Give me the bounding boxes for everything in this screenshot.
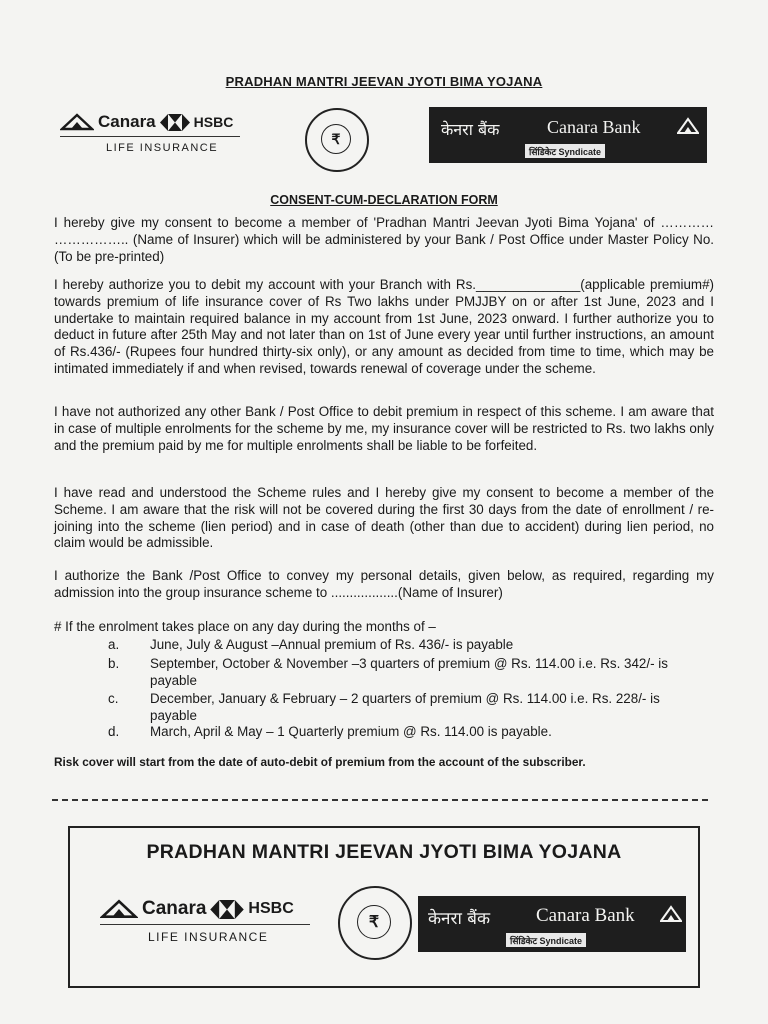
- life-insurance-label: LIFE INSURANCE: [106, 142, 219, 154]
- pmjdy-seal-logo: [338, 886, 412, 960]
- acknowledgement-title: PRADHAN MANTRI JEEVAN JYOTI BIMA YOJANA: [146, 841, 622, 863]
- canara-hsbc-logo: [100, 898, 310, 944]
- canara-bank-logo: [418, 896, 686, 952]
- list-marker: c.: [108, 691, 119, 706]
- canara-bank-english: Canara Bank: [547, 117, 641, 137]
- multiple-enrolment-text: I have not authorized any other Bank / Post Office to debit premium in respect of this scheme. I am aware that in case of multiple enrolments for the scheme by me, my insurance cover will be restricted to Rs. two lakhs only and the premium paid by me for multiple enrolments shall be liable to be forfeited.: [54, 404, 714, 453]
- canara-bank-logo: [429, 107, 707, 163]
- form-title: CONSENT-CUM-DECLARATION FORM: [270, 193, 498, 207]
- list-marker: a.: [108, 637, 120, 652]
- list-item: [108, 724, 708, 741]
- syndicate-label: सिंडिकेट Syndicate: [529, 146, 602, 157]
- risk-cover-note: Risk cover will start from the date of auto-debit of premium from the account of the subscriber.: [54, 755, 586, 769]
- lien-period-text: I have read and understood the Scheme rules and I hereby give my consent to become a member of the Scheme. I am aware that the risk will not be covered during the first 30 days from the date of enrollment / re-joining into the scheme (lien period) and in case of death (other than due to accident) during lien period, no claim would be admissible.: [54, 485, 714, 551]
- hsbc-hexagon-icon: [210, 900, 244, 919]
- canara-hsbc-logo: [60, 112, 240, 154]
- canara-triangle-icon: [100, 898, 138, 920]
- lien-period-paragraph: [54, 485, 714, 552]
- canara-wordmark: Canara: [98, 112, 156, 131]
- canara-bank-hindi: केनरा बैंक: [428, 909, 491, 929]
- list-text: March, April & May – 1 Quarterly premium @ Rs. 114.00 is payable.: [150, 724, 552, 739]
- canara-triangle-icon: [60, 112, 94, 132]
- list-marker: b.: [108, 656, 120, 671]
- list-item: [108, 637, 708, 654]
- canara-bank-hindi: केनरा बैंक: [441, 120, 500, 139]
- page-title: PRADHAN MANTRI JEEVAN JYOTI BIMA YOJANA: [225, 74, 543, 89]
- syndicate-badge: [506, 933, 586, 947]
- pmjdy-seal-logo: [305, 108, 369, 172]
- personal-details-paragraph: [54, 568, 714, 602]
- hsbc-wordmark: HSBC: [193, 114, 234, 130]
- syndicate-badge: [525, 144, 605, 158]
- consent-text: I hereby give my consent to become a member of 'Pradhan Mantri Jeevan Jyoti Bima Yojana' of ………… …………….. (Name of Insurer) which will be administered by your Bank / Post Office under Master Policy No. (To be pre-printed): [54, 215, 714, 264]
- premium-schedule-heading: # If the enrolment takes place on any day during the months of –: [54, 619, 436, 634]
- list-item: [108, 656, 708, 690]
- authorization-paragraph: [54, 277, 714, 378]
- canara-triangle-icon: [660, 905, 682, 923]
- list-text: December, January & February – 2 quarters of premium @ Rs. 114.00 i.e. Rs. 228/- is payable: [150, 691, 660, 723]
- life-insurance-label: LIFE INSURANCE: [148, 930, 269, 944]
- authorization-text: I hereby authorize you to debit my account with your Branch with Rs.______________(applicable premium#) towards premium of life insurance cover of Rs Two lakhs under PMJJBY on or after 1st June, 2023 and I undertake to maintain required balance in my account from 1st June, 2023 onward. I further authorize you to deduct in future after 25th May and not later than on 1st of June every year until further instructions, an amount of Rs.436/- (Rupees four hundred thirty-six only), or any amount as decided from time to time, which may be intimated immediately if and when revised, towards renewal of coverage under the scheme.: [54, 277, 714, 376]
- hsbc-hexagon-icon: [160, 114, 190, 131]
- cut-line-divider: [52, 799, 708, 801]
- list-text: September, October & November –3 quarters of premium @ Rs. 114.00 i.e. Rs. 342/- is payable: [150, 656, 668, 688]
- rupee-symbol: ₹: [331, 130, 341, 147]
- acknowledgement-slip: [68, 826, 700, 988]
- canara-bank-english: Canara Bank: [536, 905, 635, 926]
- rupee-symbol: ₹: [368, 914, 380, 931]
- list-marker: d.: [108, 724, 120, 739]
- multiple-enrolment-paragraph: [54, 404, 714, 454]
- syndicate-label: सिंडिकेट Syndicate: [510, 935, 583, 946]
- list-text: June, July & August –Annual premium of Rs. 436/- is payable: [150, 637, 514, 652]
- list-item: [108, 691, 708, 725]
- canara-wordmark: Canara: [142, 898, 207, 919]
- canara-triangle-icon: [677, 117, 699, 135]
- hsbc-wordmark: HSBC: [248, 900, 294, 917]
- consent-paragraph: [54, 215, 714, 265]
- personal-details-text: I authorize the Bank /Post Office to convey my personal details, given below, as required, regarding my admission into the group insurance scheme to ..................(Name of Insurer): [54, 568, 714, 600]
